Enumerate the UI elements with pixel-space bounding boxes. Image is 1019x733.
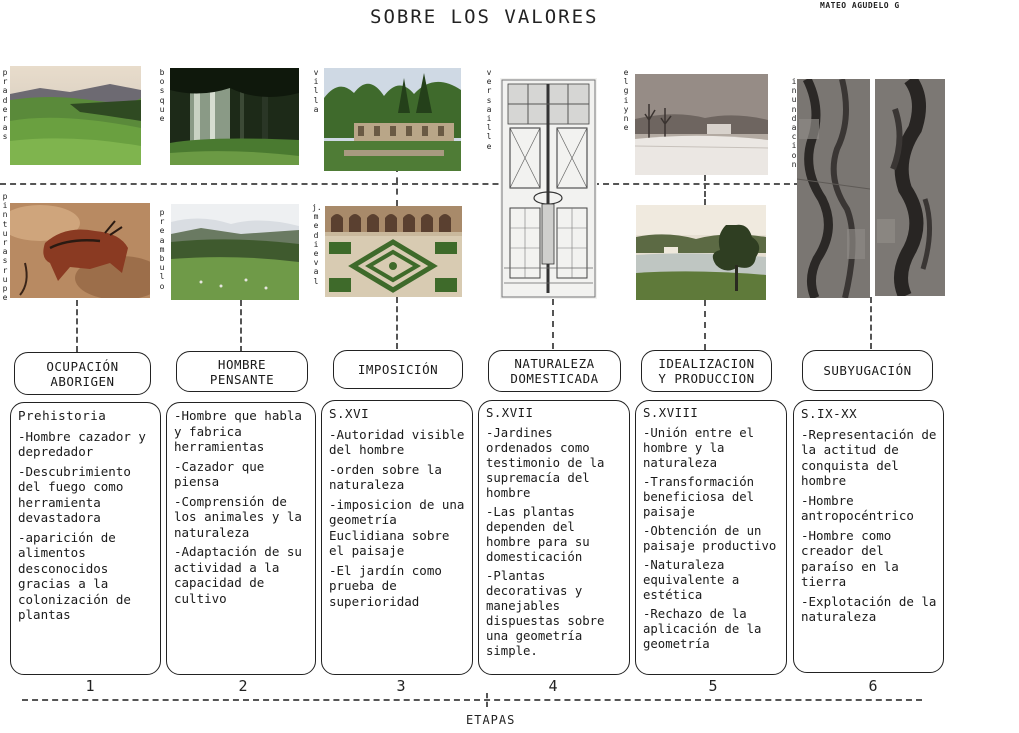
description-item: -Comprensión de los animales y la naturaleza <box>174 493 302 540</box>
stage-header-subyugacion: SUBYUGACIÓN <box>802 350 933 391</box>
stage-number-4: 4 <box>548 677 558 695</box>
label-inundacion: inundacion <box>791 77 797 169</box>
stage-number-5: 5 <box>708 677 718 695</box>
stage-description-5 <box>635 400 787 675</box>
meadow-photo <box>10 66 141 165</box>
stage-description-2 <box>166 402 316 675</box>
era-label: S.XVIII <box>643 406 699 420</box>
aerial-map-photo-right <box>875 79 945 296</box>
description-item: -Hombre cazador y depredador <box>18 428 146 459</box>
stage-number-6: 6 <box>868 677 878 695</box>
stage-number-1: 1 <box>85 677 95 695</box>
era-label: S.IX-XX <box>801 406 858 421</box>
description-item: -Hombre que habla y fabrica herramientas <box>174 408 302 454</box>
connector-line <box>396 166 398 206</box>
versailles-plan-photo <box>500 78 597 299</box>
description-item: -aparición de alimentos desconocidos gracias a la colonización de plantas <box>18 529 131 622</box>
description-item: -Cazador que piensa <box>174 458 265 489</box>
villa-photo <box>324 68 461 171</box>
lake-landscape-photo <box>636 205 766 300</box>
etapas-tick <box>486 693 488 707</box>
description-item: -Las plantas dependen del hombre para su domesticación <box>486 505 590 564</box>
connector-line <box>76 300 78 352</box>
valley-landscape-photo <box>171 204 299 300</box>
cave-painting-photo <box>10 203 150 298</box>
description-item: -Plantas decorativas y manejables dispuestas sobre una geometría simple. <box>486 569 605 658</box>
description-item: -Explotación de la naturaleza <box>801 593 937 624</box>
connector-line <box>396 297 398 349</box>
description-item: -Jardines ordenados como testimonio de la supremacía del hombre <box>486 426 605 500</box>
page-title: SOBRE LOS VALORES <box>370 6 599 28</box>
stage-header-hombre-pensante: HOMBRE PENSANTE <box>176 351 308 392</box>
description-item: -Adaptación de su actividad a la capacidad de cultivo <box>174 544 302 606</box>
forest-photo <box>170 68 299 165</box>
label-praderas: praderas <box>2 68 8 142</box>
medieval-garden-photo <box>325 206 462 297</box>
description-item: -Hombre antropocéntrico <box>801 492 914 523</box>
label-preambulo: preambulo <box>159 208 165 291</box>
description-item: -Obtención de un paisaje productivo <box>643 524 777 553</box>
description-item: -orden sobre la naturaleza <box>329 461 442 492</box>
label-villa: villa <box>313 68 319 114</box>
description-item: -El jardín como prueba de superioridad <box>329 562 442 609</box>
description-item: -Rechazo de la aplicación de la geometría <box>643 607 762 651</box>
label-versailles: versaille <box>486 68 492 151</box>
stage-description-3 <box>321 400 473 675</box>
era-label: S.XVII <box>486 406 534 420</box>
label-jardin-medieval: j.medieval <box>312 203 322 286</box>
description-item: -Transformación beneficiosa del paisaje <box>643 475 755 519</box>
author-name: MATEO AGUDELO G <box>820 1 900 10</box>
description-item: -Representación de la actitud de conquista del hombre <box>801 426 937 488</box>
snowy-landscape-photo <box>635 74 768 175</box>
description-item: -Descubrimiento del fuego como herramienta devastadora <box>18 463 131 525</box>
stage-description-6 <box>793 400 944 673</box>
connector-line <box>704 175 706 205</box>
stage-description-4 <box>478 400 630 675</box>
stage-header-ocupacion-aborigen: OCUPACIÓN ABORIGEN <box>14 352 151 395</box>
stage-description-1 <box>10 402 161 675</box>
era-label: Prehistoria <box>18 408 107 423</box>
connector-line <box>704 300 706 350</box>
connector-line <box>240 300 242 352</box>
stage-header-idealizacion-produccion: IDEALIZACION Y PRODUCCION <box>641 350 772 392</box>
description-item: -Hombre como creador del paraíso en la tierra <box>801 527 899 589</box>
stage-header-imposicion: IMPOSICIÓN <box>333 350 463 389</box>
description-item: -Autoridad visible del hombre <box>329 426 465 457</box>
label-pinturas-rupestres: pinturasrupe <box>2 192 8 303</box>
stage-number-3: 3 <box>396 677 406 695</box>
etapas-axis-line <box>22 699 922 701</box>
etapas-axis-label: ETAPAS <box>466 713 516 727</box>
description-item: -imposicion de una geometría Euclidiana sobre el paisaje <box>329 496 465 558</box>
description-item: -Unión entre el hombre y la naturaleza <box>643 426 755 470</box>
connector-line <box>552 299 554 349</box>
label-elgiyne: elgiyne <box>623 68 629 133</box>
dashed-divider-line <box>0 183 800 185</box>
stage-header-naturaleza-domesticada: NATURALEZA DOMESTICADA <box>488 350 621 392</box>
era-label: S.XVI <box>329 406 370 421</box>
aerial-map-photo-left <box>797 79 870 298</box>
description-item: -Naturaleza equivalente a estética <box>643 558 740 602</box>
label-bosque: bosque <box>159 68 165 124</box>
stage-number-2: 2 <box>238 677 248 695</box>
connector-line <box>870 297 872 349</box>
